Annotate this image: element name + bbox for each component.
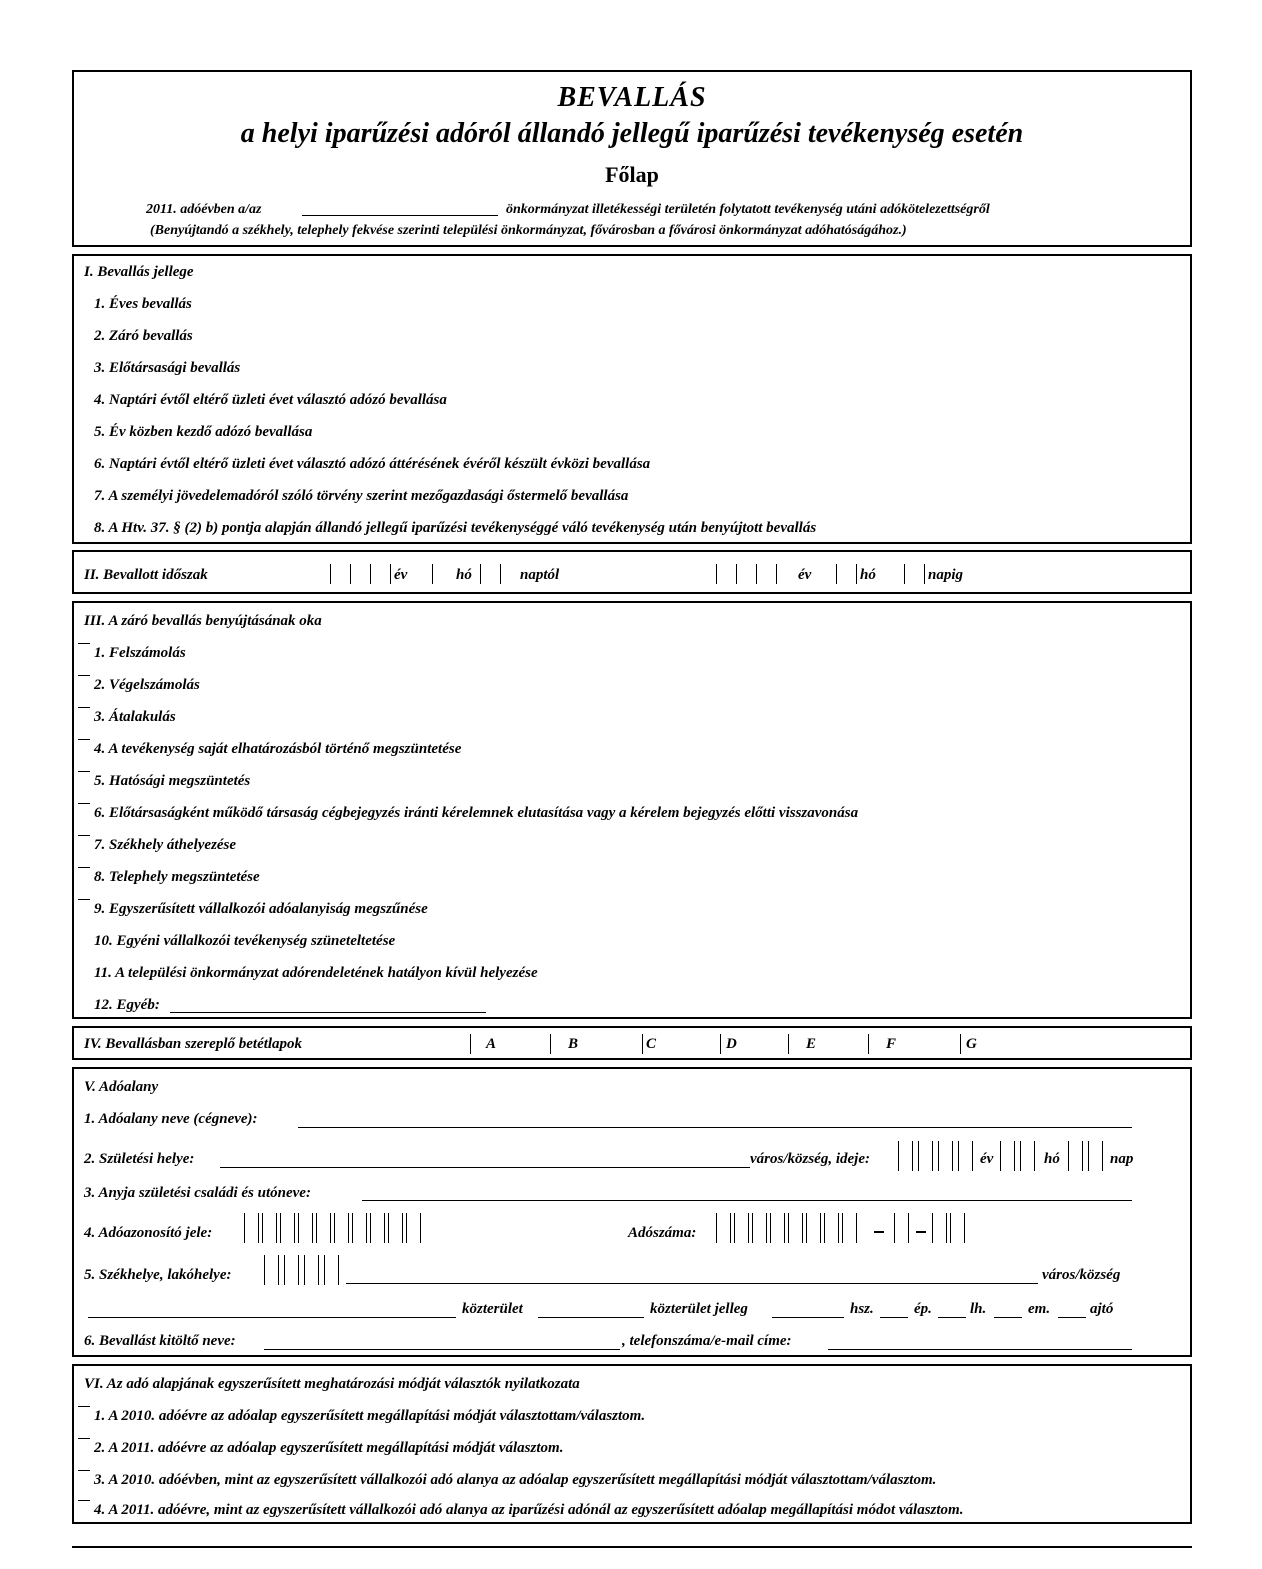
sheet-checkbox[interactable] bbox=[788, 1034, 789, 1054]
door-label: ajtó bbox=[1090, 1301, 1114, 1317]
reason-option[interactable]: 9. Egyszerűsített vállalkozói adóalanyiság megszűnése bbox=[94, 901, 428, 917]
other-reason-field[interactable] bbox=[170, 1012, 486, 1013]
name-field[interactable] bbox=[298, 1127, 1132, 1128]
month-label: hó bbox=[860, 567, 876, 583]
section-heading: V. Adóalany bbox=[84, 1079, 159, 1095]
sheet-label: E bbox=[806, 1036, 817, 1052]
to-label: napig bbox=[928, 567, 964, 583]
section-declaration-type bbox=[72, 254, 1192, 544]
taxnum-digit-box[interactable] bbox=[752, 1213, 767, 1243]
year-digit-box[interactable] bbox=[776, 564, 777, 584]
year-digit-box[interactable] bbox=[716, 564, 717, 584]
postcode-digit-box[interactable] bbox=[324, 1255, 339, 1285]
month-label: hó bbox=[1044, 1151, 1060, 1167]
taxid-digit-box[interactable] bbox=[316, 1213, 331, 1243]
from-label: naptól bbox=[520, 567, 560, 583]
reason-option[interactable]: 6. Előtársaságként működő társaság cégbejegyzés iránti kérelemnek elutasítása vagy a kérelem bejegyzés előtti visszavonása bbox=[94, 805, 859, 821]
declaration-option[interactable]: 4. Naptári évtől eltérő üzleti évet választó adózó bevallása bbox=[94, 392, 447, 408]
building-field[interactable] bbox=[880, 1317, 908, 1318]
reason-option[interactable]: 8. Telephely megszüntetése bbox=[94, 869, 260, 885]
mother-name-label: 3. Anyja születési családi és utóneve: bbox=[84, 1185, 311, 1201]
method-option[interactable]: 2. A 2011. adóévre az adóalap egyszerűsített megállapítási módját választom. bbox=[94, 1440, 564, 1456]
taxnum-digit-box[interactable] bbox=[716, 1213, 731, 1243]
method-option[interactable]: 3. A 2010. adóévben, mint az egyszerűsített vállalkozói adó alanya az adóalap egyszerűsített megállapítási módját választottam/választom. bbox=[94, 1472, 937, 1488]
tax-year-text: önkormányzat illetékességi területén folytatott tevékenység utáni adókötelezettségről bbox=[506, 202, 990, 217]
day-digit-box[interactable] bbox=[500, 564, 501, 584]
filler-name-label: 6. Bevallást kitöltő neve: bbox=[84, 1333, 236, 1349]
checkbox[interactable] bbox=[78, 899, 90, 910]
municipality-field[interactable] bbox=[302, 215, 498, 216]
taxid-digit-box[interactable] bbox=[388, 1213, 403, 1243]
year-digit-box[interactable] bbox=[938, 1141, 953, 1171]
month-label: hó bbox=[456, 567, 472, 583]
sheet-checkbox[interactable] bbox=[720, 1034, 721, 1054]
taxid-digit-box[interactable] bbox=[370, 1213, 385, 1243]
year-label: év bbox=[394, 567, 408, 583]
name-label: 1. Adóalany neve (cégneve): bbox=[84, 1111, 258, 1127]
door-field[interactable] bbox=[1058, 1317, 1086, 1318]
dash-separator bbox=[874, 1231, 884, 1233]
year-digit-box[interactable] bbox=[756, 564, 757, 584]
declaration-option[interactable]: 5. Év közben kezdő adózó bevallása bbox=[94, 424, 313, 440]
street-label: közterület bbox=[462, 1301, 523, 1317]
section-taxpayer bbox=[72, 1067, 1192, 1357]
section-sheets bbox=[72, 1026, 1192, 1060]
taxnum-digit-box[interactable] bbox=[788, 1213, 803, 1243]
taxnum-label: Adószáma: bbox=[628, 1225, 697, 1241]
declaration-option[interactable]: 7. A személyi jövedelemadóról szóló törvény szerint mezőgazdasági őstermelő bevallása bbox=[94, 488, 629, 504]
declaration-option[interactable]: 2. Záró bevallás bbox=[94, 328, 193, 344]
taxid-digit-box[interactable] bbox=[352, 1213, 367, 1243]
year-digit-box[interactable] bbox=[390, 564, 391, 584]
dash-separator bbox=[916, 1231, 926, 1233]
taxnum-county-box[interactable] bbox=[950, 1213, 965, 1243]
postcode-digit-box[interactable] bbox=[284, 1255, 299, 1285]
street-field[interactable] bbox=[88, 1317, 456, 1318]
tax-year-label: 2011. adóévben a/az bbox=[146, 202, 262, 217]
section-heading: VI. Az adó alapjának egyszerűsített meghatározási módját választók nyilatkozata bbox=[84, 1376, 580, 1392]
month-digit-box[interactable] bbox=[1000, 1141, 1015, 1171]
checkbox[interactable] bbox=[78, 739, 90, 750]
sheet-checkbox[interactable] bbox=[470, 1034, 471, 1054]
taxnum-digit-box[interactable] bbox=[806, 1213, 821, 1243]
form-title: BEVALLÁS bbox=[557, 82, 707, 113]
checkbox[interactable] bbox=[78, 1438, 90, 1449]
checkbox[interactable] bbox=[78, 771, 90, 782]
phone-label: , telefonszáma/e-mail címe: bbox=[622, 1333, 792, 1349]
year-digit-box[interactable] bbox=[330, 564, 331, 584]
reason-option[interactable]: 7. Székhely áthelyezése bbox=[94, 837, 237, 853]
declaration-option[interactable]: 1. Éves bevallás bbox=[94, 296, 192, 312]
mother-name-field[interactable] bbox=[362, 1200, 1132, 1201]
day-digit-box[interactable] bbox=[1068, 1141, 1083, 1171]
birthplace-field[interactable] bbox=[220, 1167, 750, 1168]
taxid-digit-box[interactable] bbox=[298, 1213, 313, 1243]
filler-name-field[interactable] bbox=[264, 1349, 620, 1350]
sheet-label: D bbox=[726, 1036, 737, 1052]
taxid-digit-box[interactable] bbox=[280, 1213, 295, 1243]
reason-option[interactable]: 11. A települési önkormányzat adórendeletének hatályon kívül helyezése bbox=[94, 965, 538, 981]
sheet-label: F bbox=[886, 1036, 897, 1052]
day-digit-box[interactable] bbox=[480, 564, 481, 584]
day-digit-box[interactable] bbox=[924, 564, 925, 584]
checkbox[interactable] bbox=[78, 643, 90, 654]
staircase-label: lh. bbox=[970, 1301, 987, 1317]
header-box bbox=[72, 70, 1192, 247]
month-digit-box[interactable] bbox=[432, 564, 433, 584]
city-date-label: város/község, ideje: bbox=[750, 1151, 870, 1167]
year-label: év bbox=[798, 567, 812, 583]
street-type-field[interactable] bbox=[538, 1317, 644, 1318]
floor-label: em. bbox=[1028, 1301, 1051, 1317]
sheet-checkbox[interactable] bbox=[868, 1034, 869, 1054]
reason-option[interactable]: 2. Végelszámolás bbox=[94, 677, 200, 693]
birthplace-label: 2. Születési helye: bbox=[84, 1151, 195, 1167]
section-heading: IV. Bevallásban szereplő betétlapok bbox=[84, 1036, 303, 1052]
checkbox[interactable] bbox=[78, 675, 90, 686]
taxid-digit-box[interactable] bbox=[244, 1213, 259, 1243]
checkbox[interactable] bbox=[78, 1470, 90, 1481]
postcode-digit-box[interactable] bbox=[264, 1255, 279, 1285]
phone-field[interactable] bbox=[828, 1349, 1132, 1350]
year-digit-box[interactable] bbox=[898, 1141, 913, 1171]
section-closing-reason bbox=[72, 601, 1192, 1019]
page-bottom-rule bbox=[72, 1546, 1192, 1548]
day-digit-box[interactable] bbox=[1088, 1141, 1103, 1171]
sheet-label: A bbox=[486, 1036, 497, 1052]
taxid-digit-box[interactable] bbox=[262, 1213, 277, 1243]
taxnum-county-box[interactable] bbox=[932, 1213, 947, 1243]
month-digit-box[interactable] bbox=[1020, 1141, 1035, 1171]
year-digit-box[interactable] bbox=[958, 1141, 973, 1171]
sheet-label: Főlap bbox=[605, 162, 659, 187]
street-type-label: közterület jelleg bbox=[650, 1301, 748, 1317]
day-label: nap bbox=[1110, 1151, 1134, 1167]
taxnum-vat-box[interactable] bbox=[894, 1213, 909, 1243]
city-field[interactable] bbox=[346, 1283, 1038, 1284]
month-digit-box[interactable] bbox=[836, 564, 837, 584]
staircase-field[interactable] bbox=[938, 1317, 966, 1318]
reason-option[interactable]: 5. Hatósági megszüntetés bbox=[94, 773, 251, 789]
sheet-checkbox[interactable] bbox=[550, 1034, 551, 1054]
year-label: év bbox=[980, 1151, 994, 1167]
building-label: ép. bbox=[914, 1301, 932, 1317]
sheet-label: B bbox=[568, 1036, 579, 1052]
form-subtitle: a helyi iparűzési adóról állandó jellegű iparűzési tevékenység esetén bbox=[240, 118, 1024, 149]
section-simplified-method bbox=[72, 1364, 1192, 1524]
taxid-digit-box[interactable] bbox=[334, 1213, 349, 1243]
taxnum-digit-box[interactable] bbox=[734, 1213, 749, 1243]
section-heading: II. Bevallott időszak bbox=[84, 567, 208, 583]
sheet-label: C bbox=[646, 1036, 657, 1052]
month-digit-box[interactable] bbox=[856, 564, 857, 584]
city-label: város/község bbox=[1042, 1267, 1121, 1283]
taxnum-digit-box[interactable] bbox=[842, 1213, 857, 1243]
postcode-digit-box[interactable] bbox=[304, 1255, 319, 1285]
section-period bbox=[72, 550, 1192, 594]
taxid-digit-box[interactable] bbox=[406, 1213, 421, 1243]
taxnum-digit-box[interactable] bbox=[824, 1213, 839, 1243]
day-digit-box[interactable] bbox=[904, 564, 905, 584]
declaration-option[interactable]: 3. Előtársasági bevallás bbox=[94, 360, 241, 376]
house-number-field[interactable] bbox=[772, 1317, 844, 1318]
year-digit-box[interactable] bbox=[350, 564, 351, 584]
sheet-label: G bbox=[966, 1036, 977, 1052]
year-digit-box[interactable] bbox=[918, 1141, 933, 1171]
method-option[interactable]: 1. A 2010. adóévre az adóalap egyszerűsített megállapítási módját választottam/választom. bbox=[94, 1408, 646, 1424]
section-heading: III. A záró bevallás benyújtásának oka bbox=[84, 613, 322, 629]
taxid-label: 4. Adóazonosító jele: bbox=[84, 1225, 213, 1241]
reason-option[interactable]: 3. Átalakulás bbox=[94, 709, 176, 725]
reason-option[interactable]: 10. Egyéni vállalkozói tevékenység szüneteltetése bbox=[94, 933, 396, 949]
reason-option[interactable]: 12. Egyéb: bbox=[94, 997, 160, 1013]
checkbox[interactable] bbox=[78, 867, 90, 878]
section-heading: I. Bevallás jellege bbox=[84, 264, 194, 280]
checkbox[interactable] bbox=[78, 1500, 90, 1511]
checkbox[interactable] bbox=[78, 835, 90, 846]
floor-field[interactable] bbox=[994, 1317, 1022, 1318]
declaration-option[interactable]: 8. A Htv. 37. § (2) b) pontja alapján állandó jellegű iparűzési tevékenységgé váló tevékenység után benyújtott bevallás bbox=[94, 520, 817, 536]
sheet-checkbox[interactable] bbox=[642, 1034, 643, 1054]
checkbox[interactable] bbox=[78, 803, 90, 814]
seat-label: 5. Székhelye, lakóhelye: bbox=[84, 1267, 232, 1283]
declaration-option[interactable]: 6. Naptári évtől eltérő üzleti évet választó adózó áttérésének évéről készült évközi bevallása bbox=[94, 456, 651, 472]
sheet-checkbox[interactable] bbox=[960, 1034, 961, 1054]
method-option[interactable]: 4. A 2011. adóévre, mint az egyszerűsített vállalkozói adó alanya az iparűzési adónál az egyszerűsített adóalap megállapítási módot választom. bbox=[94, 1502, 964, 1518]
checkbox[interactable] bbox=[78, 1406, 90, 1417]
submission-note: (Benyújtandó a székhely, telephely fekvése szerinti települési önkormányzat, fővárosban a fővárosi önkormányzat adóhatóságához.) bbox=[150, 223, 907, 238]
checkbox[interactable] bbox=[78, 707, 90, 718]
year-digit-box[interactable] bbox=[736, 564, 737, 584]
house-number-label: hsz. bbox=[850, 1301, 874, 1317]
reason-option[interactable]: 1. Felszámolás bbox=[94, 645, 186, 661]
reason-option[interactable]: 4. A tevékenység saját elhatározásból történő megszüntetése bbox=[94, 741, 462, 757]
year-digit-box[interactable] bbox=[370, 564, 371, 584]
taxnum-digit-box[interactable] bbox=[770, 1213, 785, 1243]
